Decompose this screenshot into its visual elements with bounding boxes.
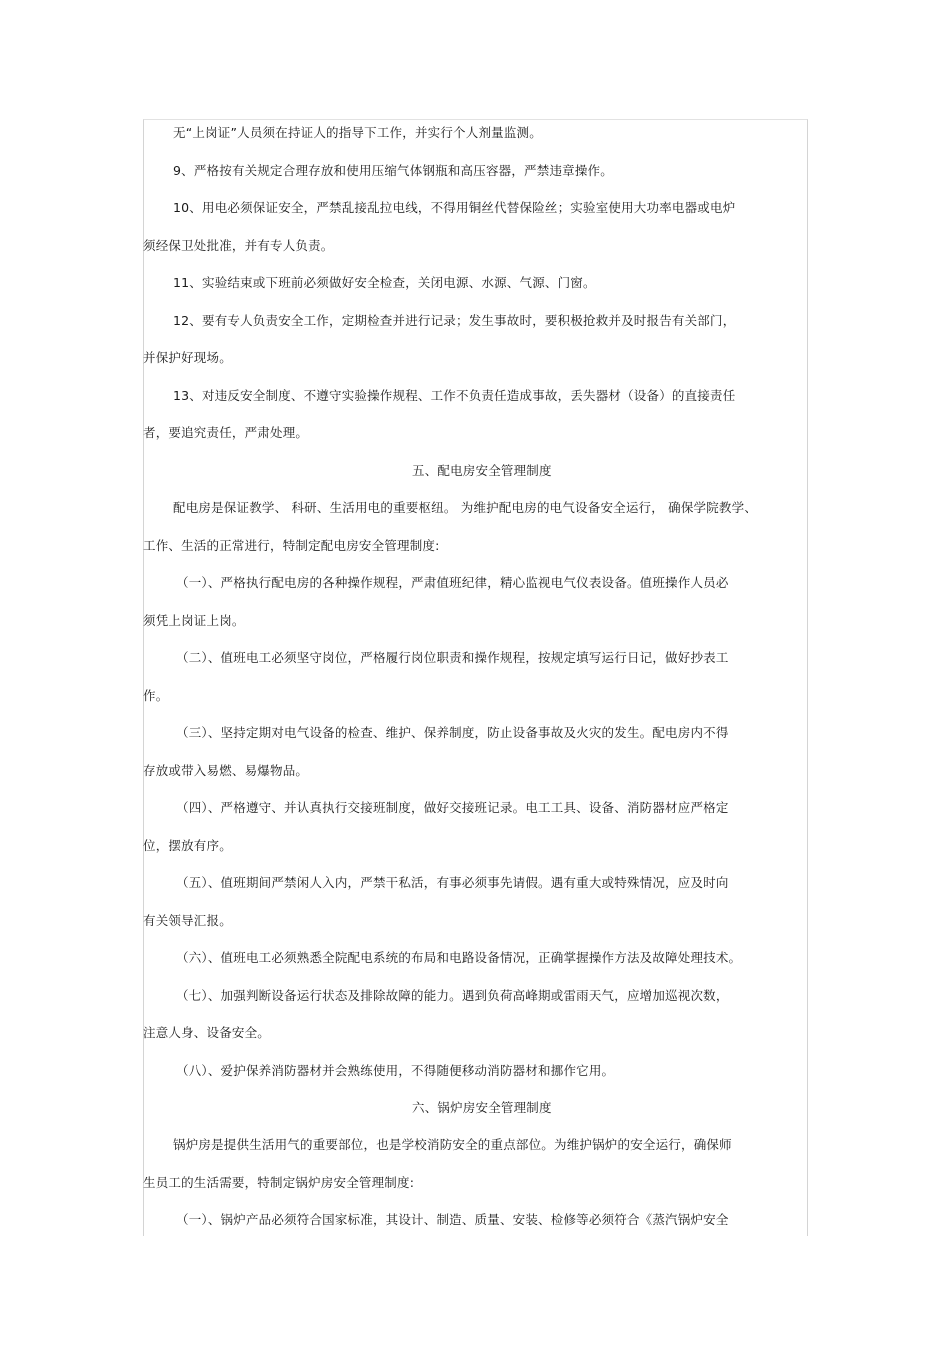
text-line: （一）、严格执行配电房的各种操作规程，严肃值班纪律，精心监视电气仪表设备。值班操作人员必	[176, 575, 729, 590]
text-line: （六）、值班电工必须熟悉全院配电系统的布局和电路设备情况，正确掌握操作方法及故障处理技术。	[176, 950, 742, 965]
text-line: （四）、严格遵守、并认真执行交接班制度，做好交接班记录。电工工具、设备、消防器材应严格定	[176, 800, 729, 815]
text-line: 配电房是保证教学、 科研、生活用电的重要枢纽。 为维护配电房的电气设备安全运行， 确保学院教学、	[173, 500, 758, 515]
text-line: 锅炉房是提供生活用气的重要部位，也是学校消防安全的重点部位。为维护锅炉的安全运行，确保师	[173, 1137, 732, 1152]
text-line: （五）、值班期间严禁闲人入内，严禁干私活，有事必须事先请假。遇有重大或特殊情况，应及时向	[176, 875, 729, 890]
text-line: 注意人身、设备安全。	[143, 1025, 271, 1040]
text-line: 并保护好现场。	[143, 350, 232, 365]
section-heading: 五、配电房安全管理制度	[412, 463, 552, 478]
section-heading: 六、锅炉房安全管理制度	[412, 1100, 552, 1115]
text-line: 11、实验结束或下班前必须做好安全检查，关闭电源、水源、气源、门窗。	[173, 275, 596, 290]
text-line: 无“上岗证”人员须在持证人的指导下工作，并实行个人剂量监测。	[173, 125, 542, 140]
text-line: 生员工的生活需要，特制定锅炉房安全管理制度:	[143, 1175, 415, 1190]
text-line: （二）、值班电工必须坚守岗位，严格履行岗位职责和操作规程，按规定填写运行日记，做好抄表工	[176, 650, 729, 665]
text-line: （七）、加强判断设备运行状态及排除故障的能力。遇到负荷高峰期或雷雨天气，应增加巡视次数，	[176, 988, 729, 1003]
text-line: 作。	[143, 688, 169, 703]
text-line: 存放或带入易燃、易爆物品。	[143, 763, 309, 778]
text-line: 9、严格按有关规定合理存放和使用压缩气体钢瓶和高压容器，严禁违章操作。	[173, 163, 613, 178]
text-line: （一）、锅炉产品必须符合国家标准，其设计、制造、质量、安装、检修等必须符合《蒸汽锅炉安全	[176, 1212, 729, 1227]
text-line: （三）、坚持定期对电气设备的检查、维护、保养制度，防止设备事故及火灾的发生。配电房内不得	[176, 725, 729, 740]
text-line: 13、对违反安全制度、不遵守实验操作规程、工作不负责任造成事故，丢失器材（设备）的直接责任	[173, 388, 736, 403]
text-line: 12、要有专人负责安全工作，定期检查并进行记录；发生事故时，要积极抢救并及时报告有关部门，	[173, 313, 736, 328]
text-line: （八）、爱护保养消防器材并会熟练使用，不得随便移动消防器材和挪作它用。	[176, 1063, 615, 1078]
text-line: 10、用电必须保证安全，严禁乱接乱拉电线，不得用铜丝代替保险丝；实验室使用大功率电器或电炉	[173, 200, 736, 215]
text-line: 有关领导汇报。	[143, 913, 232, 928]
text-line: 者，要追究责任，严肃处理。	[143, 425, 309, 440]
text-line: 须经保卫处批准，并有专人负责。	[143, 238, 334, 253]
text-line: 位，摆放有序。	[143, 838, 232, 853]
text-line: 工作、生活的正常进行，特制定配电房安全管理制度:	[143, 538, 440, 553]
text-line: 须凭上岗证上岗。	[143, 613, 245, 628]
